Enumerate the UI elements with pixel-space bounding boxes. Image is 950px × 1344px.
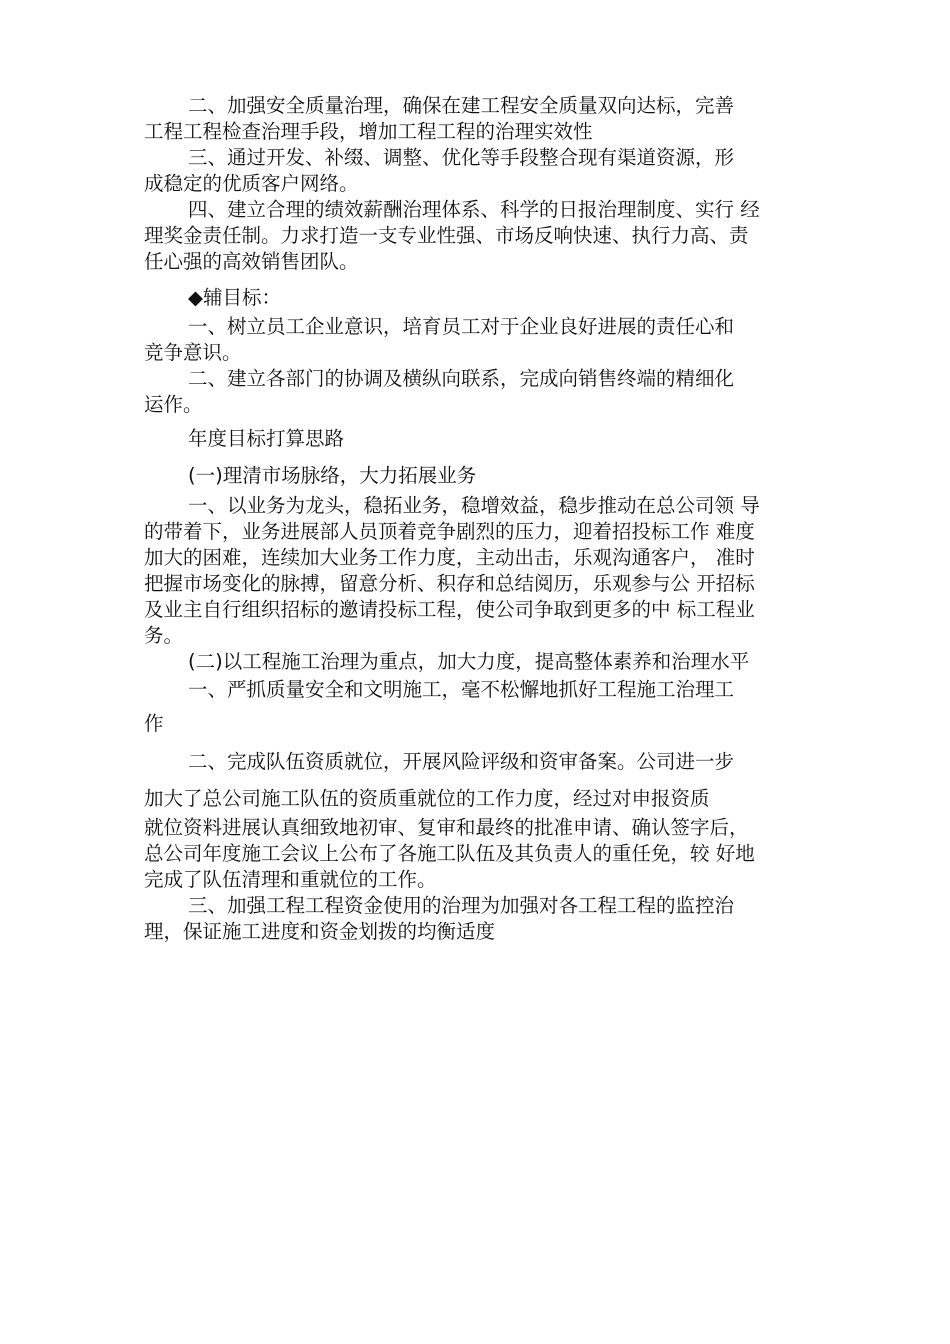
section-heading: 年度目标打算思路 bbox=[188, 427, 345, 450]
paragraph-line: 就位资料进展认真细致地初审、复审和最终的批准申请、确认签字后， bbox=[144, 816, 749, 839]
paragraph-line: 三、加强工程工程资金使用的治理为加强对各工程工程的监控治 bbox=[188, 894, 735, 917]
paragraph-line: 运作。 bbox=[144, 393, 203, 416]
paragraph-line: 加大的困难，连续加大业务工作力度，主动出击，乐观沟通客户， 准时 bbox=[144, 546, 755, 569]
section-heading: ◆辅目标： bbox=[188, 286, 281, 309]
paragraph-line: 务。 bbox=[144, 624, 184, 647]
paragraph-line: 作 bbox=[144, 712, 164, 735]
paragraph-line: 成稳定的优质客户网络。 bbox=[144, 172, 359, 195]
paragraph-line: 把握市场变化的脉搏，留意分析、积存和总结阅历，乐观参与公 开招标 bbox=[144, 572, 755, 595]
paragraph-line: 二、建立各部门的协调及横纵向联系，完成向销售终端的精细化 bbox=[188, 367, 735, 390]
paragraph-line: 及业主自行组织招标的邀请投标工程，使公司争取到更多的中 标工程业 bbox=[144, 598, 755, 621]
paragraph-line: 工程工程检查治理手段，增加工程工程的治理实效性 bbox=[144, 120, 593, 143]
paragraph-line: 竞争意识。 bbox=[144, 341, 242, 364]
paragraph-line: 三、通过开发、补缀、调整、优化等手段整合现有渠道资源，形 bbox=[188, 146, 735, 169]
paragraph-line: 总公司年度施工会议上公布了各施工队伍及其负责人的重任免，较 好地 bbox=[144, 842, 755, 865]
paragraph-line: 四、建立合理的绩效薪酬治理体系、科学的日报治理制度、实行 经 bbox=[188, 198, 760, 221]
section-heading: (一)理清市场脉络，大力拓展业务 bbox=[188, 464, 477, 487]
paragraph-line: 加大了总公司施工队伍的资质重就位的工作力度，经过对申报资质 bbox=[144, 787, 710, 810]
paragraph-line: 一、严抓质量安全和文明施工，毫不松懈地抓好工程施工治理工 bbox=[188, 678, 735, 701]
paragraph-line: 二、完成队伍资质就位，开展风险评级和资审备案。公司进一步 bbox=[188, 750, 735, 773]
paragraph-line: 完成了队伍清理和重就位的工作。 bbox=[144, 868, 437, 891]
paragraph-line: 的带着下，业务进展部人员顶着竞争剧烈的压力，迎着招投标工作 难度 bbox=[144, 520, 755, 543]
paragraph-line: 任心强的高效销售团队。 bbox=[144, 250, 359, 273]
paragraph-line: 一、以业务为龙头，稳拓业务，稳增效益，稳步推动在总公司领 导 bbox=[188, 494, 760, 517]
paragraph-line: 理，保证施工进度和资金划拨的均衡适度 bbox=[144, 920, 496, 943]
section-heading: (二)以工程施工治理为重点，加大力度，提高整体素养和治理水平 bbox=[188, 650, 750, 673]
paragraph-line: 二、加强安全质量治理，确保在建工程安全质量双向达标，完善 bbox=[188, 94, 735, 117]
paragraph-line: 一、树立员工企业意识，培育员工对于企业良好进展的责任心和 bbox=[188, 315, 735, 338]
paragraph-line: 理奖金责任制。力求打造一支专业性强、市场反响快速、执行力高、责 bbox=[144, 224, 749, 247]
